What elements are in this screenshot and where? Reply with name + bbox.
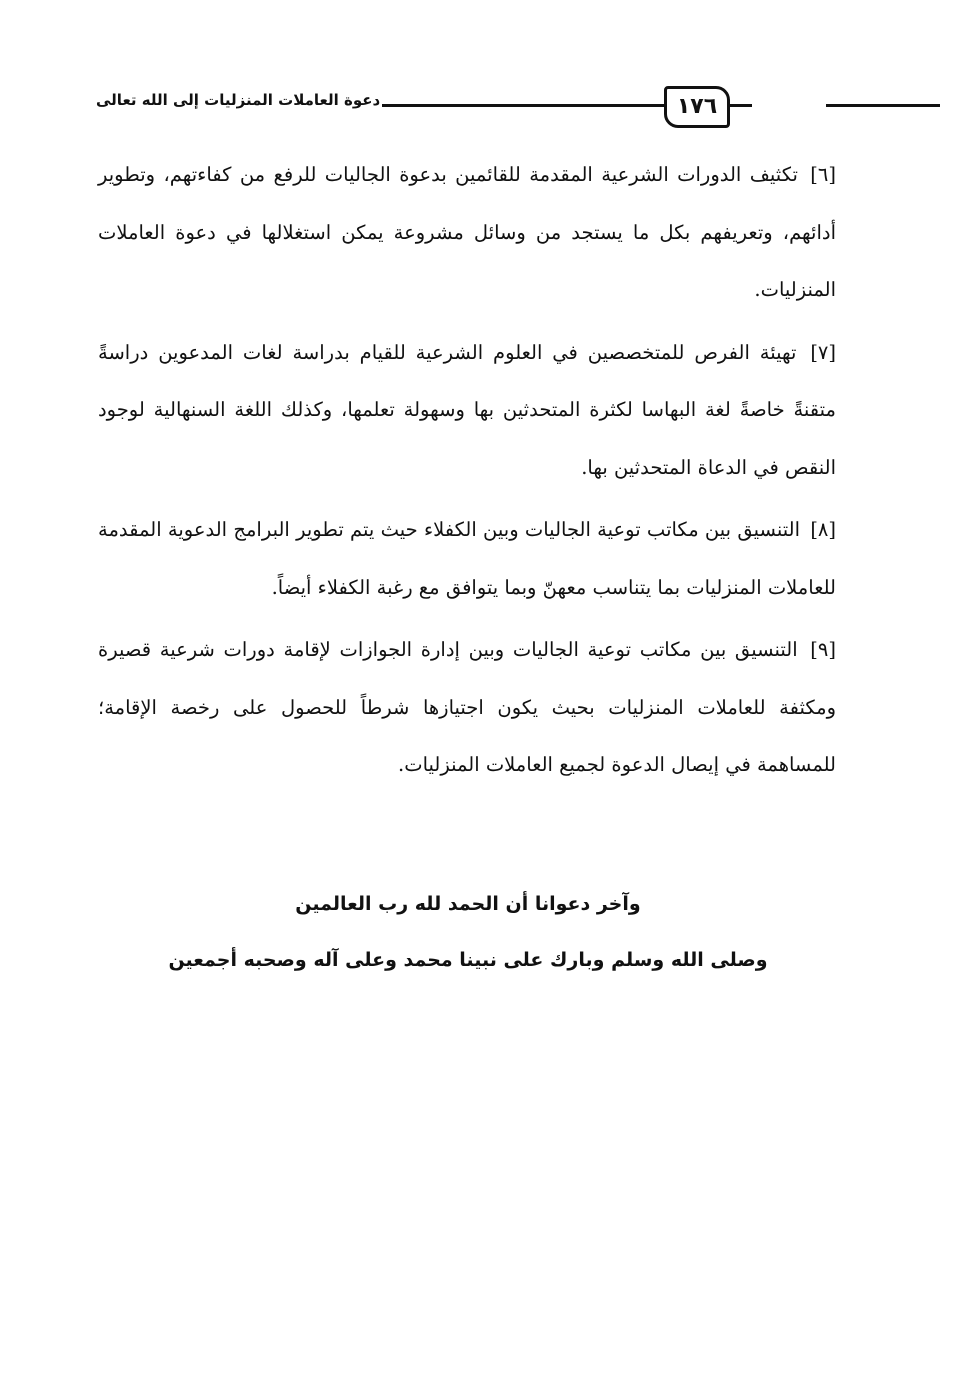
running-title: دعوة العاملات المنزليات إلى الله تعالى	[96, 91, 381, 109]
paragraph-number: [٩]	[810, 638, 836, 661]
paragraph-9	[98, 621, 836, 794]
paragraph-6	[98, 146, 836, 319]
paragraph-number: [٦]	[810, 163, 836, 186]
paragraph-number: [٨]	[810, 518, 837, 541]
paragraph-7	[98, 324, 836, 497]
closing-prayer	[96, 876, 840, 988]
closing-line-1: وآخر دعوانا أن الحمد لله رب العالمين	[295, 893, 641, 915]
paragraph-text: التنسيق بين مكاتب توعية الجاليات وبين الكفلاء حيث يتم تطوير البرامج الدعوية المقدمة للعاملات المنزليات بما يتناسب معهنّ وبما يتوافق مع رغبة الكفلاء أيضاً.	[98, 518, 836, 599]
closing-line-2: وصلى الله وسلم وبارك على نبينا محمد وعلى آله وصحبه أجمعين	[168, 949, 768, 971]
body-text	[98, 146, 836, 799]
page-number: ١٧٦	[664, 86, 730, 128]
paragraph-text: تكثيف الدورات الشرعية المقدمة للقائمين بدعوة الجاليات للرفع من كفاءتهم، وتطوير أدائهم، وتعريفهم بكل ما يستجد من وسائل مشروعة يمكن استغلالها في دعوة العاملات المنزليات.	[98, 163, 836, 301]
paragraph-number: [٧]	[810, 340, 837, 364]
paragraph-text: التنسيق بين مكاتب توعية الجاليات وبين إدارة الجوازات لإقامة دورات شرعية قصيرة ومكثفة للعاملات المنزليات بحيث يكون اجتيازها شرطاً للحصول على رخصة الإقامة؛ للمساهمة في إيصال الدعوة لجميع العاملات المنزليات.	[98, 638, 836, 776]
running-header	[96, 80, 840, 130]
paragraph-text: تهيئة الفرص للمتخصصين في العلوم الشرعية للقيام بدراسة لغات المدعوين دراسةً متقنةً خاصةً لغة البهاسا لكثرة المتحدثين بها وسهولة تعلمها، وكذلك اللغة السنهالية لوجود النقص في الدعاة المتحدثين بها.	[98, 340, 836, 479]
paragraph-8	[98, 501, 836, 616]
header-rule-right	[826, 104, 940, 107]
